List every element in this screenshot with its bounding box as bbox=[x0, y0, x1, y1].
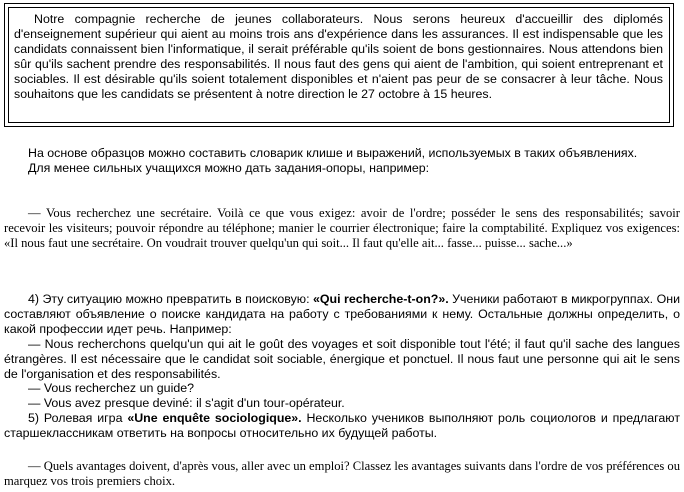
job-ad-text: Notre compagnie recherche de jeunes collaborateurs. Nous serons heureux d'accueillir des diplomés d'enseignement supérieur qui aient au moins trois ans d'expérience dans les assurances. Il est indispensable que les candidats connaissent bien l'informatique, il serait préférable qu'ils soient de bons gestionnaires. Nous attendons bien sûr qu'ils sachent prendre des responsabilités. Il nous faut des gens qui aient de l'ambition, qui soient entreprenant et sociables. Il est désirable qu'ils soient totalement disponibles et n'aient pas peur de se consacrer à leur tâche. Nous souhaitons que les candidats se présentent à notre direction le 27 octobre à 15 heures. bbox=[14, 12, 663, 101]
job-ad-inner-frame bbox=[8, 7, 670, 123]
survey-question bbox=[4, 459, 680, 489]
search-game-section bbox=[4, 292, 680, 441]
secretary-example-text: — Vous recherchez une secrétaire. Voilà ce que vous exigez: avoir de l'ordre; posséder le sens des responsabilités; savoir recevoir les visiteurs; pouvoir répondre au téléphone; manier le courrier électronique; faire la comptabilité. Expliquez vos exigences: «Il nous faut une secrétaire. On voudrait trouver quelqu'un qui soit... Il faut qu'elle ait... fasse... puisse... sache...» bbox=[4, 206, 680, 250]
guide-example-text: — Nous recherchons quelqu'un qui ait le goût des voyages et soit disponible tout l'été; il faut qu'il sache des langues étrangères. Il est nécessaire que le candidat soit sociable, énergique et ponctuel. Il nous faut une personne qui ait le sens de l'organisation et des responsabilités. bbox=[4, 336, 680, 381]
guide-answer-text: — Vous avez presque deviné: il s'agit d'un tour-opérateur. bbox=[28, 396, 345, 411]
survey-question-text: — Quels avantages doivent, d'après vous, aller avec un emploi? Classez les avantages suivants dans l'ordre de vos préférences ou marquez vos trois premiers choix. bbox=[4, 459, 680, 488]
search-game-intro: 4) Эту ситуацию можно превратить в поисковую: bbox=[28, 292, 313, 306]
method-paragraph-1 bbox=[4, 146, 680, 176]
secretary-example bbox=[4, 206, 680, 251]
survey-game-description: Несколько учеников выполняют роль социологов и предлагают старшеклассникам ответить на вопросы относительно их будущей работы. bbox=[4, 411, 681, 441]
cliche-dictionary-text: На основе образцов можно составить словарик клише и выражений, используемых в таких объявлениях. bbox=[28, 146, 638, 160]
job-ad-frame bbox=[4, 3, 674, 127]
support-tasks-text: Для менее сильных учащихся можно дать задания-опоры, например: bbox=[28, 160, 430, 175]
search-game-text bbox=[4, 292, 680, 337]
survey-game-text bbox=[4, 411, 680, 441]
survey-game-intro: 5) Ролевая игра bbox=[28, 411, 128, 426]
search-game-title: «Qui recherche-t-on?». bbox=[313, 292, 449, 306]
guide-question-text: — Vous recherchez un guide? bbox=[28, 381, 195, 396]
search-game-description: Ученики работают в микрогруппах. Они составляют объявление о поиске кандидата на работу с требованиями к нему. Остальные должны определить, о какой профессии идет речь. Например: bbox=[4, 292, 680, 336]
survey-game-title: «Une enquête sociologique». bbox=[127, 411, 302, 426]
